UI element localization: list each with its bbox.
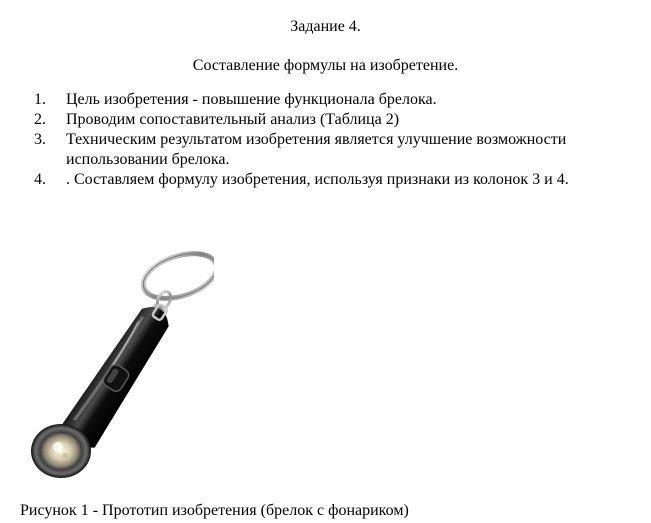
list-item [34, 90, 651, 110]
list-item-text: . Составляем формулу изобретения, используя признаки из колонок 3 и 4. [66, 171, 569, 188]
steps-list [34, 90, 651, 190]
list-item-text: Проводим сопоставительный анализ (Таблица 2) [66, 111, 400, 128]
figure-caption: Рисунок 1 - Прототип изобретения (брелок с фонариком) [20, 502, 409, 519]
list-item-number: 1. [34, 91, 46, 108]
keychain-flashlight-image [18, 248, 214, 480]
list-item-text: Цель изобретения - повышение функционала брелока. [66, 91, 437, 108]
list-item [34, 170, 651, 190]
list-item-number: 2. [34, 111, 46, 128]
list-item-number: 4. [34, 171, 46, 188]
list-item-number: 3. [34, 131, 46, 148]
task-subtitle: Составление формулы на изобретение. [192, 57, 459, 74]
list-item [34, 130, 651, 170]
list-item-text: Техническим результатом изобретения является улучшение возможности использовании брелока. [66, 131, 567, 168]
task-title: Задание 4. [290, 18, 361, 35]
list-item [34, 110, 651, 130]
